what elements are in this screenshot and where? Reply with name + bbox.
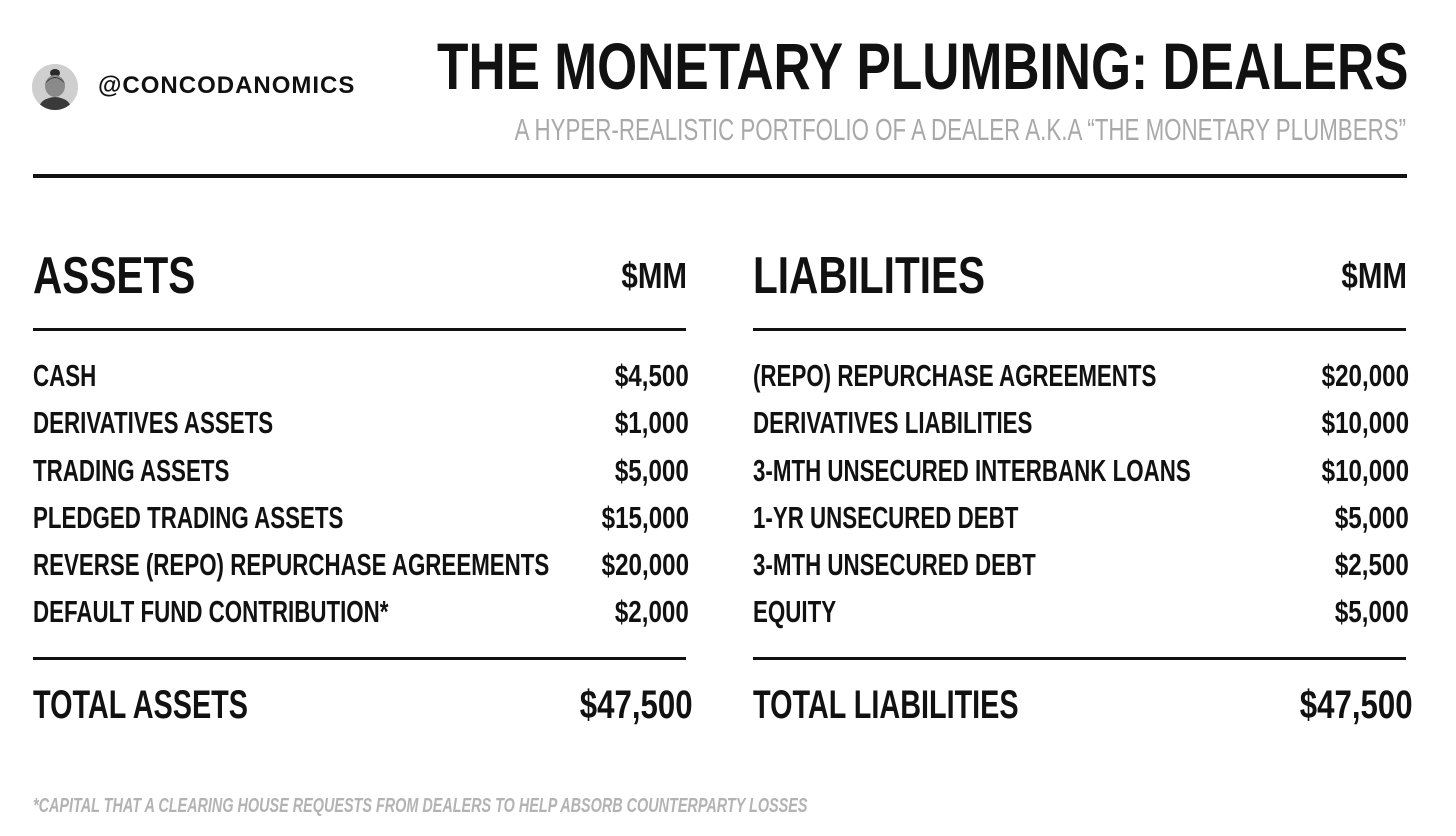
author-handle: @CONCODANOMICS: [98, 72, 356, 99]
assets-unit: [607, 252, 687, 300]
liabilities-header: [753, 240, 1409, 320]
asset-label: DERIVATIVES ASSETS: [33, 405, 274, 441]
liabilities-heading: [753, 244, 1051, 308]
liabilities-row-3mth-debt: [753, 541, 1409, 588]
footnote: [33, 792, 1109, 820]
assets-list: [33, 352, 689, 636]
liability-label: EQUITY: [753, 594, 837, 630]
assets-row-cash: [33, 352, 689, 399]
page-subtitle: [168, 112, 1406, 148]
liability-label: (REPO) REPURCHASE AGREEMENTS: [753, 358, 1157, 393]
liabilities-unit: [1327, 252, 1407, 300]
asset-value: $20,000: [601, 547, 689, 583]
liabilities-total-value: $47,500: [1300, 683, 1413, 727]
liability-label: 3-MTH UNSECURED INTERBANK LOANS: [753, 452, 1191, 488]
asset-value: $5,000: [615, 452, 689, 488]
assets-bottom-rule: [33, 657, 686, 660]
avatar: [32, 64, 78, 110]
assets-row-reverse-repo: [33, 541, 689, 588]
liability-value: $20,000: [1321, 358, 1409, 393]
asset-label: TRADING ASSETS: [33, 452, 230, 488]
liability-value: $2,500: [1335, 547, 1409, 583]
liabilities-unit-text: $MM: [1341, 255, 1407, 296]
liabilities-row-repo: [753, 352, 1409, 399]
assets-column: [33, 240, 693, 727]
liabilities-row-equity: [753, 588, 1409, 635]
liabilities-top-rule: [753, 328, 1406, 331]
asset-label: CASH: [33, 358, 97, 393]
footnote-text: *CAPITAL THAT A CLEARING HOUSE REQUESTS FROM DEALERS TO HELP ABSORB COUNTERPARTY LOSSES: [33, 795, 808, 817]
liabilities-list: [753, 352, 1409, 636]
assets-top-rule: [33, 328, 686, 331]
liabilities-row-1yr-debt: [753, 494, 1409, 541]
asset-value: $2,000: [615, 594, 689, 630]
assets-unit-text: $MM: [621, 255, 687, 296]
asset-value: $15,000: [601, 499, 689, 535]
liabilities-row-interbank: [753, 447, 1409, 494]
liability-value: $5,000: [1335, 594, 1409, 630]
liabilities-column: [753, 240, 1413, 727]
avatar-portrait-icon: [32, 64, 78, 110]
assets-row-derivatives: [33, 399, 689, 446]
assets-heading: [33, 244, 241, 308]
liability-value: $5,000: [1335, 499, 1409, 535]
liabilities-total-label: TOTAL LIABILITIES: [753, 683, 1019, 727]
liability-label: 1-YR UNSECURED DEBT: [753, 499, 1019, 535]
assets-total-label: TOTAL ASSETS: [33, 683, 248, 727]
liability-value: $10,000: [1321, 405, 1409, 441]
assets-row-default-fund: [33, 588, 689, 635]
asset-value: $1,000: [615, 405, 689, 441]
header-divider: [33, 174, 1407, 178]
page-subtitle-text: A HYPER-REALISTIC PORTFOLIO OF A DEALER A.K.A “THE MONETARY PLUMBERS”: [514, 112, 1406, 147]
assets-row-pledged: [33, 494, 689, 541]
assets-total-value: $47,500: [580, 683, 693, 727]
assets-total-row: [33, 680, 693, 730]
liabilities-row-derivatives: [753, 399, 1409, 446]
liability-label: DERIVATIVES LIABILITIES: [753, 405, 1033, 441]
assets-heading-text: ASSETS: [33, 247, 196, 305]
page-title-text: THE MONETARY PLUMBING: DEALERS: [436, 29, 1408, 103]
liabilities-heading-text: LIABILITIES: [753, 247, 986, 305]
assets-row-trading: [33, 447, 689, 494]
asset-value: $4,500: [615, 358, 689, 393]
asset-label: PLEDGED TRADING ASSETS: [33, 499, 344, 535]
liabilities-total-row: [753, 680, 1413, 730]
liability-label: 3-MTH UNSECURED DEBT: [753, 547, 1036, 583]
asset-label: DEFAULT FUND CONTRIBUTION*: [33, 594, 389, 630]
page-title: [163, 30, 1408, 102]
liability-value: $10,000: [1321, 452, 1409, 488]
asset-label: REVERSE (REPO) REPURCHASE AGREEMENTS: [33, 547, 550, 583]
liabilities-bottom-rule: [753, 657, 1406, 660]
assets-header: [33, 240, 689, 320]
